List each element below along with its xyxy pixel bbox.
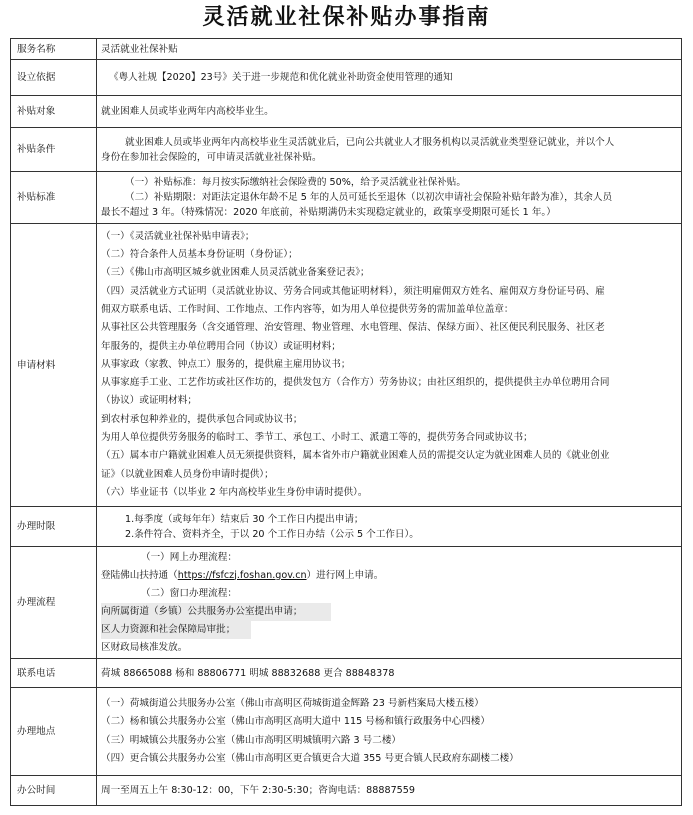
materials-line: 从事社区公共管理服务（含交通管理、治安管理、物业管理、水电管理、保洁、保绿方面）、社区便民利民服务、社区老 [101,322,605,334]
materials-line: （二）符合条件人员基本身份证明（身份证）； [101,249,298,261]
materials-line: 年服务的，提供主办单位聘用合同（协议）或证明材料； [101,340,341,352]
guide-table [10,38,682,806]
materials-line: 佣双方联系电话、工作时间、工作地点、工作内容等，如为用人单位提供劳务的需加盖单位盖章： [101,303,514,315]
value-hours: 周一至周五上午 8:30-12：00，下午 2:30-5:30；咨询电话：88887559 [97,776,682,806]
page-title: 灵活就业社保补贴办事指南 [202,5,491,30]
value-conditions [97,128,682,172]
address-line: （三）明城镇公共服务办公室（佛山市高明区明城镇明六路 3 号二楼） [101,734,402,746]
address-line: （四）更合镇公共服务办公室（佛山市高明区更合镇更合大道 355 号更合镇人民政府东副楼二楼） [101,753,519,764]
label-hours: 办公时间 [11,776,97,806]
materials-line: （六）毕业证书（以毕业 2 年内高校毕业生身份申请时提供）。 [101,486,368,498]
row-target [11,96,682,128]
row-phone [11,659,682,688]
online-suffix: ）进行网上申请。 [306,569,384,581]
label-conditions: 补贴条件 [11,128,97,172]
label-address: 办理地点 [11,688,97,776]
process-window-heading: （二）窗口办理流程： [141,587,237,599]
basis-text: 《粤人社规【2020】23号》关于进一步规范和优化就业补助资金使用管理的通知 [109,72,453,83]
row-process [11,547,682,659]
time-limit-line: 2.条件符合、资料齐全，于以 20 个工作日办结（公示 5 个工作日）。 [125,528,419,540]
row-address [11,688,682,776]
label-basis: 设立依据 [11,60,97,96]
value-standard [97,172,682,224]
value-time-limit [97,507,682,547]
row-hours [11,776,682,806]
value-service-name: 灵活就业社保补贴 [97,39,682,60]
process-window-step: 向所属街道（乡镇）公共服务办公室提出申请； [101,603,331,621]
process-window-step: 区人力资源和社会保障局审批； [101,621,251,639]
value-address [97,688,682,776]
address-line: （二）杨和镇公共服务办公室（佛山市高明区高明大道中 115 号杨和镇行政服务中心四楼） [101,716,490,727]
value-phone: 荷城 88665088 杨和 88806771 明城 88832688 更合 88848378 [97,659,682,688]
materials-line: 从事家庭手工业、工艺作坊或社区作坊的，提供发包方（合作方）劳务协议；由社区组织的，提供提供主办单位聘用合同 [101,377,610,389]
label-phone: 联系电话 [11,659,97,688]
materials-line: （三）《佛山市高明区城乡就业困难人员灵活就业备案登记表》； [101,267,370,279]
label-target: 补贴对象 [11,96,97,128]
label-materials: 申请材料 [11,224,97,507]
row-basis [11,60,682,96]
materials-line: 为用人单位提供劳务服务的临时工、季节工、承包工、小时工、派遣工等的，提供劳务合同或协议书； [101,432,533,444]
process-online-line [101,567,677,585]
materials-line: 到农村承包种养业的，提供承包合同或协议书； [101,413,303,425]
materials-line: （一）《灵活就业社保补贴申请表》； [101,230,255,242]
materials-line: （四）灵活就业方式证明（灵活就业协议、劳务合同或其他证明材料），须注明雇佣双方姓名、雇佣双方身份证号码、雇 [101,285,605,297]
conditions-line: 身份在参加社会保险的，可申请灵活就业社保补贴。 [101,151,322,163]
value-target: 就业困难人员或毕业两年内高校毕业生。 [97,96,682,128]
value-basis [97,60,682,96]
row-standard [11,172,682,224]
standard-line: （一）补贴标准：每月按实际缴纳社会保险费的 50%，给予灵活就业社保补贴。 [125,177,466,188]
label-standard: 补贴标准 [11,172,97,224]
row-service-name [11,39,682,60]
materials-line: （五）属本市户籍就业困难人员无须提供资料，属本省外市户籍就业困难人员的需提交认定为就业困难人员的《就业创业 [101,450,610,462]
standard-line: （二）补贴期限：对距法定退休年龄不足 5 年的人员可延长至退休（以初次申请社会保险补贴年龄为准），其余人员 [125,192,613,203]
label-process: 办理流程 [11,547,97,659]
standard-line: 最长不超过 3 年。（特殊情况：2020 年底前，补贴期满仍未实现稳定就业的，政策享受期限可延长 1 年。） [101,207,556,218]
process-online-heading: （一）网上办理流程： [141,551,237,563]
materials-line: 从事家政（家教、钟点工）服务的，提供雇主雇用协议书； [101,358,351,370]
process-window-step: 区财政局核准发放。 [101,641,188,653]
materials-line: （协议）或证明材料； [101,395,197,407]
fsfczj-link[interactable]: https://fsfczj.foshan.gov.cn [177,569,307,581]
row-time-limit [11,507,682,547]
label-service-name: 服务名称 [11,39,97,60]
label-time-limit: 办理时限 [11,507,97,547]
conditions-line: 就业困难人员或毕业两年内高校毕业生灵活就业后，已向公共就业人才服务机构以灵活就业类型登记就业，并以个人 [125,136,615,148]
value-process [97,547,682,659]
row-materials [11,224,682,507]
value-materials [97,224,682,507]
online-prefix: 登陆佛山扶持通（ [101,569,178,581]
address-line: （一）荷城街道公共服务办公室（佛山市高明区荷城街道金辉路 23 号新档案局大楼五楼） [101,697,484,709]
materials-line: 证》（以就业困难人员身份申请时提供）； [101,468,274,480]
time-limit-line: 1.每季度（或每年年）结束后 30 个工作日内提出申请； [125,513,364,525]
row-conditions [11,128,682,172]
